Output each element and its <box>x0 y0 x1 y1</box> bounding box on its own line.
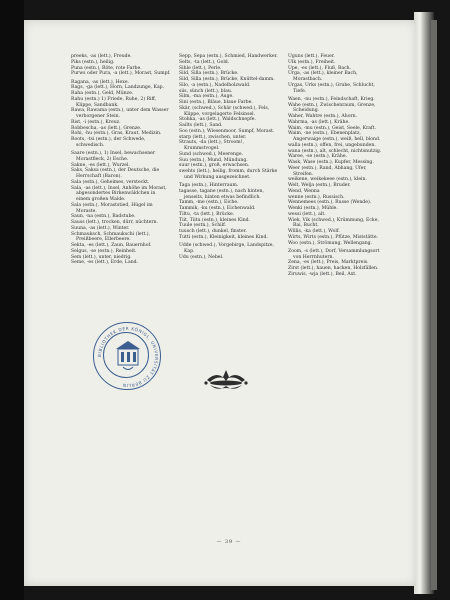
dictionary-entry: swehts (lett.), heilig, fromm, durch Stärke und Wirkung ausgezeichnet. <box>179 169 278 180</box>
dictionary-entry: Rags, -ga (lett.), Horn, Landzunge, Kap. <box>71 85 165 91</box>
scan-background-left <box>0 0 24 600</box>
dictionary-entry: Selgus, -se (estn.), Reinheit. <box>71 248 137 254</box>
dictionary-entry: Sini (estn.), Bläue, blaue Farbe. <box>179 100 253 105</box>
dictionary-entry: Tiltu, -ta (lett.), Brücke. <box>179 211 235 217</box>
dictionary-column-1 <box>71 54 171 266</box>
dictionary-entry: Raha (estn.), Geld, Münze. <box>71 91 134 97</box>
dictionary-entry: Suuna, -as (lett.), Winter. <box>71 225 130 231</box>
dictionary-entry: Sala, -as (lett.), Insel, Anhöhe im Morast, abgesondertes Birkenwäldchen in einem großen Walde. <box>71 185 167 203</box>
dictionary-entry: Seme, -es (lett.), Erde, Land. <box>71 260 139 266</box>
dictionary-column-3 <box>288 54 388 278</box>
dictionary-entry: wessi (lett.), alt. <box>288 211 326 217</box>
dictionary-entry: Waim, -ne (estn.), Ebenenplatz, Angerwaige (estn.), weiß, hell, blond. <box>288 131 381 143</box>
dictionary-entry: Welt, Welja (estn.), Bruder. <box>288 183 351 189</box>
dictionary-entry: Sauss (lett.), trocken, dürr, nüchtern. <box>71 220 158 226</box>
dictionary-entry: Sepp, Sepa (estn.), Schmied, Handwerker. <box>179 54 278 59</box>
dictionary-entry: siis, sünch (lett.), blau. <box>179 88 233 94</box>
dictionary-entry: Saks, Saksa (estn.), der Deutsche, die Herrschaft (Baron). <box>71 168 160 180</box>
dictionary-entry: Waim, -mu (estn.), Geist, Seele, Kraft. <box>288 125 377 131</box>
dictionary-entry: weikene, weikekeee (estn.), klein. <box>288 177 367 183</box>
stamp-emblem <box>94 323 162 391</box>
dictionary-entry: Sild, Silla (estn.), Brücke. <box>179 71 239 77</box>
page-number: — 39 — <box>216 540 242 545</box>
dictionary-entry: Sihle (lett.), Perle. <box>179 65 222 71</box>
ornament-icon <box>202 368 250 394</box>
dictionary-entry: preeks, -as (lett.), Freude. <box>71 54 132 59</box>
dictionary-entry: Tammik, -ku (estn.), Eichenwald. <box>179 206 256 212</box>
dictionary-entry: Wahrma, -as (lett.), Krähe. <box>288 119 350 125</box>
dictionary-entry: Wahe (estn.), Zwischenraum, Grenze, Scheidung. <box>288 102 376 114</box>
dictionary-entry: Sala (estn.), Geheimes, versteckt. <box>71 179 150 185</box>
dictionary-entry: Ziruwis, -wja (lett.), Beil, Axt. <box>288 271 357 277</box>
dictionary-entry: wenne (estn.), Russisch. <box>288 194 345 200</box>
dictionary-entry: wana (estn.), alt, schlecht, nichtsnutzig. <box>288 148 382 154</box>
dictionary-entry: Ragana, -as (lett.), Hexe. <box>71 79 130 85</box>
dictionary-entry: Wirts, Wirts (estn.), Pfütze, Miststätte. <box>288 234 379 240</box>
dictionary-entry: starp (lett.), zwischen, unter. <box>179 134 247 140</box>
dictionary-entry: Upe, -es (lett.), Fluß, Bach. <box>288 65 352 71</box>
dictionary-entry: Waen, -nu (estn.), Feindschaft, Krieg. <box>288 96 375 102</box>
dictionary-entry: Piks (estn.), heilig. <box>71 59 115 65</box>
dictionary-entry: Saare (estn.), 1) Insel, bewachsener Morastfleck, 2) Esche. <box>71 151 156 162</box>
dictionary-entry: Sailts (lett.), Sand. <box>179 123 223 128</box>
dictionary-entry: Sund (schwed.), Meerenge. <box>179 151 244 157</box>
dictionary-entry: Silm, -ma (estn.), Auge. <box>179 94 234 100</box>
dictionary-entry: Sild, Silla (estn.), Brücke, Knüttel-damm. <box>179 77 275 82</box>
dictionary-entry: Selts, -ta (lett.), Gold. <box>179 59 230 65</box>
dictionary-entry: Silo, -a (estn.), Nadelholzwald. <box>179 82 251 88</box>
dictionary-entry: Tuule (estn.), Schilf. <box>179 223 227 229</box>
dictionary-entry: Tiit, Tiitu (estn.), kleines Kind. <box>179 217 251 223</box>
dictionary-entry: Wask, Wase (estn.), Kupfer, Messing. <box>288 160 374 166</box>
dictionary-entry: Waree, -se (estn.), Krähe. <box>288 154 348 160</box>
dictionary-entry: Tamm, -me (estn.), Eiche. <box>179 200 239 206</box>
dictionary-entry: Skär, (schwed.), Schär (schwed.), Fels, Klippe, vorgelagerte Felsinsel. <box>179 105 270 117</box>
dictionary-entry: Urga, -as (lett.), kleiner Bach, Morastbach. <box>288 71 358 82</box>
dictionary-entry: Zena, -es (lett.), Preis, Marktpreis. <box>288 260 369 266</box>
dictionary-entry: Puna (estn.), Röte, rote Farbe. <box>71 65 142 71</box>
dictionary-entry: Udde (schwed.), Vorgebirge, Landspitze, Kap. <box>179 243 274 254</box>
dictionary-entry: Tutti (estn.), Kleinigkeit, kleines Kind. <box>179 234 268 240</box>
dictionary-entry: Strauts, -da (lett.), Stroom!, Krummstvogel. <box>179 140 244 151</box>
dictionary-entry: Sekta, -es (lett.), Zaun, Bauernhof. <box>71 243 152 249</box>
dictionary-entry: Zoom, -s (lett.), Dorf, Versammlungsort von Herrnhutern. <box>288 248 380 260</box>
dictionary-entry: Sem (lett.), unter, niedrig. <box>71 254 132 260</box>
dictionary-entry: Urgas, Urks (estn.), Grube, Schlucht, Tiefe. <box>288 82 375 94</box>
dictionary-entry: Suu (estn.), Mund, Mündung. <box>179 157 248 163</box>
dictionary-entry: Sala (estn.), Moraststied, Hügel im Moraste. <box>71 202 153 214</box>
dictionary-entry: Wiek, Vik (schwed.), Krümmung, Ecke, Bai, Bucht. <box>288 217 379 229</box>
library-stamp <box>93 322 161 390</box>
dictionary-entry: Zirst (lett.), hauen, hacken, Holzfällen. <box>288 266 379 272</box>
dictionary-entry: Wend, Wenna <box>288 188 320 194</box>
dictionary-entry: Rist, -i (estn.), Kreuz. <box>71 119 121 125</box>
dictionary-entry: Uguns (lett.), Feuer. <box>288 54 335 59</box>
dictionary-entry: suur (estn.), groß, erwachsen. <box>179 163 250 169</box>
dictionary-entry: Willis, -ka (lett.), Wolf. <box>288 229 340 235</box>
dictionary-entry: Robbescha, -as (lett.), Grenze. <box>71 125 142 131</box>
dictionary-entry: Stohka, -as (lett.), Waldschnepfe. <box>179 117 256 123</box>
dictionary-entry: Soo (estn.), Wiesenmoor, Sumpf, Morast. <box>179 128 275 134</box>
dictionary-entry: Taga (estn.), Hinterraum. <box>179 183 239 189</box>
stamp-text: BIBLIOTHEK DER KÖNIGL. UNIVERSITÄT ZU BERLIN <box>96 325 160 389</box>
dictionary-entry: Ulk (estn.), Freiheit. <box>288 59 336 65</box>
dictionary-entry: Wennemees (estn.), Russe (Wende). <box>288 200 372 206</box>
dictionary-entry: Saun, -na (estn.), Badstube. <box>71 214 136 220</box>
dictionary-entry: Roots, -tsi (estn.), der Schwede, schwedisch. <box>71 137 146 148</box>
dictionary-entry: Purws oder Pura, -a (lett.), Morast, Sumpf. <box>71 71 171 77</box>
dictionary-entry: Wenki (estn.), Mühle. <box>288 206 338 212</box>
dictionary-entry: walla (estn.), offen, frei, ungebunden. <box>288 142 376 148</box>
dictionary-entry: Rahu (estn.) 1) Friede, Ruhe, 2) Riff, Klippe, Sandbank. <box>71 96 157 108</box>
page-edge-dark <box>431 20 437 590</box>
dictionary-column-2 <box>179 54 279 260</box>
dictionary-entry: Rawa, Rawama (estn.), unter dem Wasser verborgener Stein. <box>71 108 169 120</box>
dictionary-entry: Sakne, -es (lett.), Wurzel. <box>71 162 130 168</box>
dictionary-entry: tuusch (lett.), dunkel, finster. <box>179 229 247 235</box>
dictionary-entry: Rohi, -hu (estn.), Gras, Kraut, Medizin. <box>71 131 162 137</box>
dictionary-entry: Weer (estn.), Rand, Abhang, Ufer, Streifen. <box>288 165 367 177</box>
dictionary-entry: Schmauksch, Schmaukschi (lett.), Preißbeere, Ellerbeere. <box>71 231 151 243</box>
dictionary-entry: tagasse, tagane (estn.), nach hinten, jenseits, hinten etwas befindlich. <box>179 188 264 200</box>
dictionary-entry: Waher, Wahtre (estn.), Ahorn. <box>288 114 358 120</box>
dictionary-entry: Woo (estn.), Strömung, Wellengang. <box>288 240 373 246</box>
dictionary-entry: Udu (estn.), Nebel. <box>179 254 224 260</box>
